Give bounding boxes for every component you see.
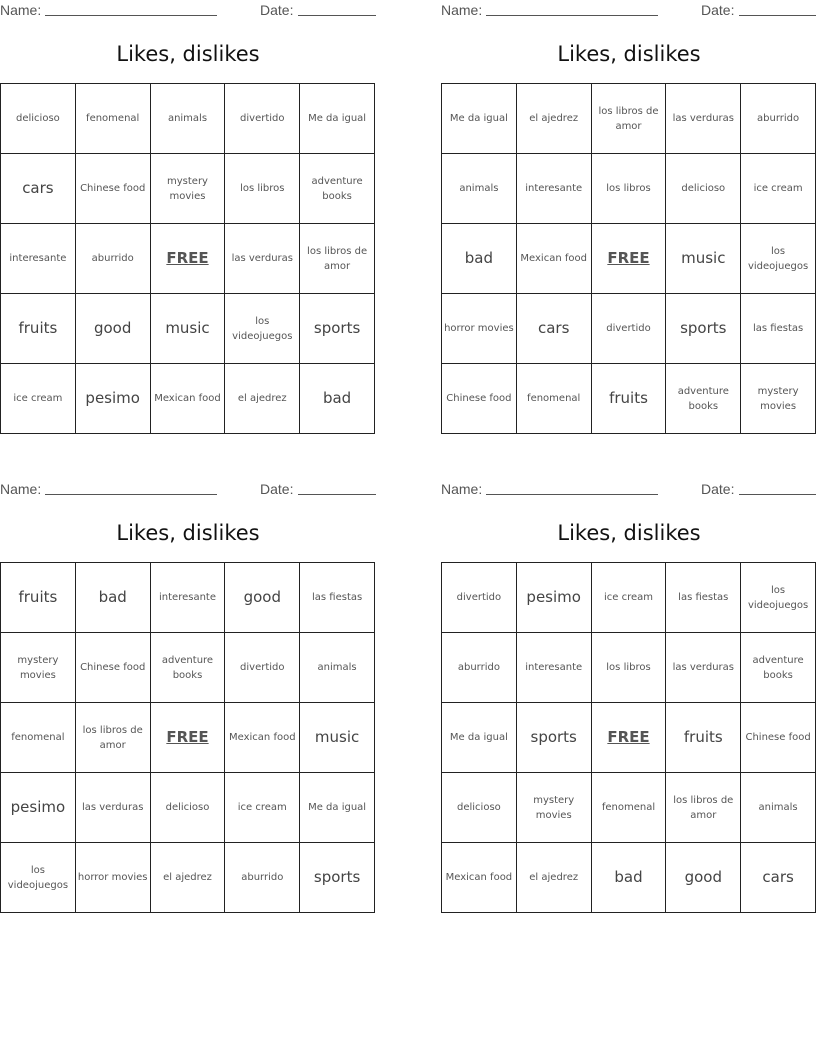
bingo-cell: interesante — [151, 563, 226, 633]
bingo-cell: Mexican food — [517, 224, 592, 294]
bingo-cell: ice cream — [741, 154, 816, 224]
bingo-grid — [0, 83, 375, 434]
bingo-cell: cars — [1, 154, 76, 224]
bingo-cell: aburrido — [741, 84, 816, 154]
card-title: Likes, dislikes — [557, 521, 701, 545]
bingo-cell: good — [666, 843, 741, 913]
bingo-cell: fenomenal — [592, 773, 667, 843]
bingo-grid — [441, 562, 816, 913]
bingo-cell: fruits — [666, 703, 741, 773]
bingo-cell: el ajedrez — [517, 843, 592, 913]
bingo-cell: Chinese food — [76, 633, 151, 703]
bingo-cell: mystery movies — [741, 364, 816, 434]
bingo-cell: good — [76, 294, 151, 364]
bingo-grid — [0, 562, 375, 913]
bingo-cell: good — [225, 563, 300, 633]
date-input-line — [298, 494, 376, 495]
bingo-cell: adventure books — [741, 633, 816, 703]
card-title: Likes, dislikes — [557, 42, 701, 66]
card-header — [441, 479, 816, 499]
bingo-cell: Me da igual — [300, 773, 375, 843]
name-label: Name: — [0, 481, 42, 497]
name-label: Name: — [0, 2, 42, 18]
bingo-cell: mystery movies — [1, 633, 76, 703]
bingo-cell: aburrido — [442, 633, 517, 703]
bingo-cell: fenomenal — [1, 703, 76, 773]
date-label: Date: — [701, 2, 735, 18]
bingo-cell: ice cream — [592, 563, 667, 633]
bingo-cell: divertido — [442, 563, 517, 633]
bingo-cell: el ajedrez — [225, 364, 300, 434]
bingo-cell: pesimo — [517, 563, 592, 633]
name-label: Name: — [441, 481, 483, 497]
bingo-cell: los videojuegos — [1, 843, 76, 913]
bingo-cell: los libros — [592, 154, 667, 224]
card-header — [0, 479, 376, 499]
bingo-cell: pesimo — [1, 773, 76, 843]
bingo-cell: los libros — [225, 154, 300, 224]
bingo-cell: adventure books — [300, 154, 375, 224]
bingo-cell: el ajedrez — [151, 843, 226, 913]
bingo-cell: animals — [300, 633, 375, 703]
bingo-cell: Chinese food — [741, 703, 816, 773]
bingo-cell: animals — [151, 84, 226, 154]
bingo-cell: aburrido — [76, 224, 151, 294]
bingo-cell: los videojuegos — [741, 563, 816, 633]
card-header — [0, 0, 376, 20]
bingo-cell: divertido — [225, 633, 300, 703]
bingo-cell: cars — [517, 294, 592, 364]
bingo-cell: sports — [300, 843, 375, 913]
name-input-line — [45, 15, 217, 16]
bingo-cell: music — [666, 224, 741, 294]
bingo-cell: fruits — [1, 294, 76, 364]
card-title: Likes, dislikes — [116, 521, 260, 545]
bingo-cell: sports — [666, 294, 741, 364]
bingo-cell: horror movies — [76, 843, 151, 913]
bingo-cell: animals — [442, 154, 517, 224]
free-space: FREE — [151, 703, 226, 773]
bingo-cell: horror movies — [442, 294, 517, 364]
bingo-cell: los libros de amor — [300, 224, 375, 294]
date-input-line — [298, 15, 376, 16]
bingo-cell: las verduras — [666, 84, 741, 154]
bingo-cell: divertido — [225, 84, 300, 154]
bingo-cell: sports — [517, 703, 592, 773]
bingo-cell: los libros de amor — [76, 703, 151, 773]
bingo-cell: bad — [300, 364, 375, 434]
date-input-line — [739, 15, 816, 16]
bingo-cell: Mexican food — [225, 703, 300, 773]
bingo-cell: adventure books — [151, 633, 226, 703]
bingo-cell: music — [151, 294, 226, 364]
bingo-cell: las fiestas — [666, 563, 741, 633]
date-label: Date: — [701, 481, 735, 497]
bingo-cell: interesante — [517, 154, 592, 224]
bingo-cell: sports — [300, 294, 375, 364]
bingo-cell: fenomenal — [517, 364, 592, 434]
bingo-cell: bad — [592, 843, 667, 913]
bingo-cell: las verduras — [666, 633, 741, 703]
bingo-cell: los libros de amor — [592, 84, 667, 154]
bingo-cell: Me da igual — [442, 84, 517, 154]
bingo-cell: delicioso — [151, 773, 226, 843]
free-space: FREE — [151, 224, 226, 294]
bingo-cell: los libros de amor — [666, 773, 741, 843]
name-input-line — [45, 494, 217, 495]
bingo-cell: bad — [76, 563, 151, 633]
bingo-cell: fruits — [592, 364, 667, 434]
bingo-cell: Me da igual — [442, 703, 517, 773]
bingo-cell: animals — [741, 773, 816, 843]
bingo-cell: ice cream — [225, 773, 300, 843]
bingo-cell: delicioso — [666, 154, 741, 224]
bingo-cell: bad — [442, 224, 517, 294]
bingo-cell: los libros — [592, 633, 667, 703]
free-space: FREE — [592, 224, 667, 294]
name-input-line — [486, 15, 658, 16]
bingo-cell: Mexican food — [442, 843, 517, 913]
bingo-cell: Me da igual — [300, 84, 375, 154]
bingo-cell: los videojuegos — [225, 294, 300, 364]
bingo-grid — [441, 83, 816, 434]
name-label: Name: — [441, 2, 483, 18]
date-label: Date: — [260, 2, 294, 18]
bingo-cell: aburrido — [225, 843, 300, 913]
bingo-cell: los videojuegos — [741, 224, 816, 294]
bingo-cell: las fiestas — [300, 563, 375, 633]
card-title: Likes, dislikes — [116, 42, 260, 66]
bingo-cell: mystery movies — [151, 154, 226, 224]
date-label: Date: — [260, 481, 294, 497]
bingo-cell: las verduras — [225, 224, 300, 294]
bingo-cell: pesimo — [76, 364, 151, 434]
bingo-cell: las fiestas — [741, 294, 816, 364]
bingo-cell: interesante — [1, 224, 76, 294]
bingo-cell: Mexican food — [151, 364, 226, 434]
bingo-cell: Chinese food — [442, 364, 517, 434]
free-space: FREE — [592, 703, 667, 773]
name-input-line — [486, 494, 658, 495]
bingo-cell: adventure books — [666, 364, 741, 434]
bingo-cell: las verduras — [76, 773, 151, 843]
bingo-cell: divertido — [592, 294, 667, 364]
bingo-cell: ice cream — [1, 364, 76, 434]
bingo-cell: cars — [741, 843, 816, 913]
bingo-cell: fenomenal — [76, 84, 151, 154]
bingo-cell: interesante — [517, 633, 592, 703]
date-input-line — [739, 494, 816, 495]
card-header — [441, 0, 816, 20]
bingo-cell: Chinese food — [76, 154, 151, 224]
bingo-cell: fruits — [1, 563, 76, 633]
bingo-cell: el ajedrez — [517, 84, 592, 154]
bingo-cell: mystery movies — [517, 773, 592, 843]
bingo-cell: delicioso — [1, 84, 76, 154]
bingo-cell: music — [300, 703, 375, 773]
bingo-cell: delicioso — [442, 773, 517, 843]
